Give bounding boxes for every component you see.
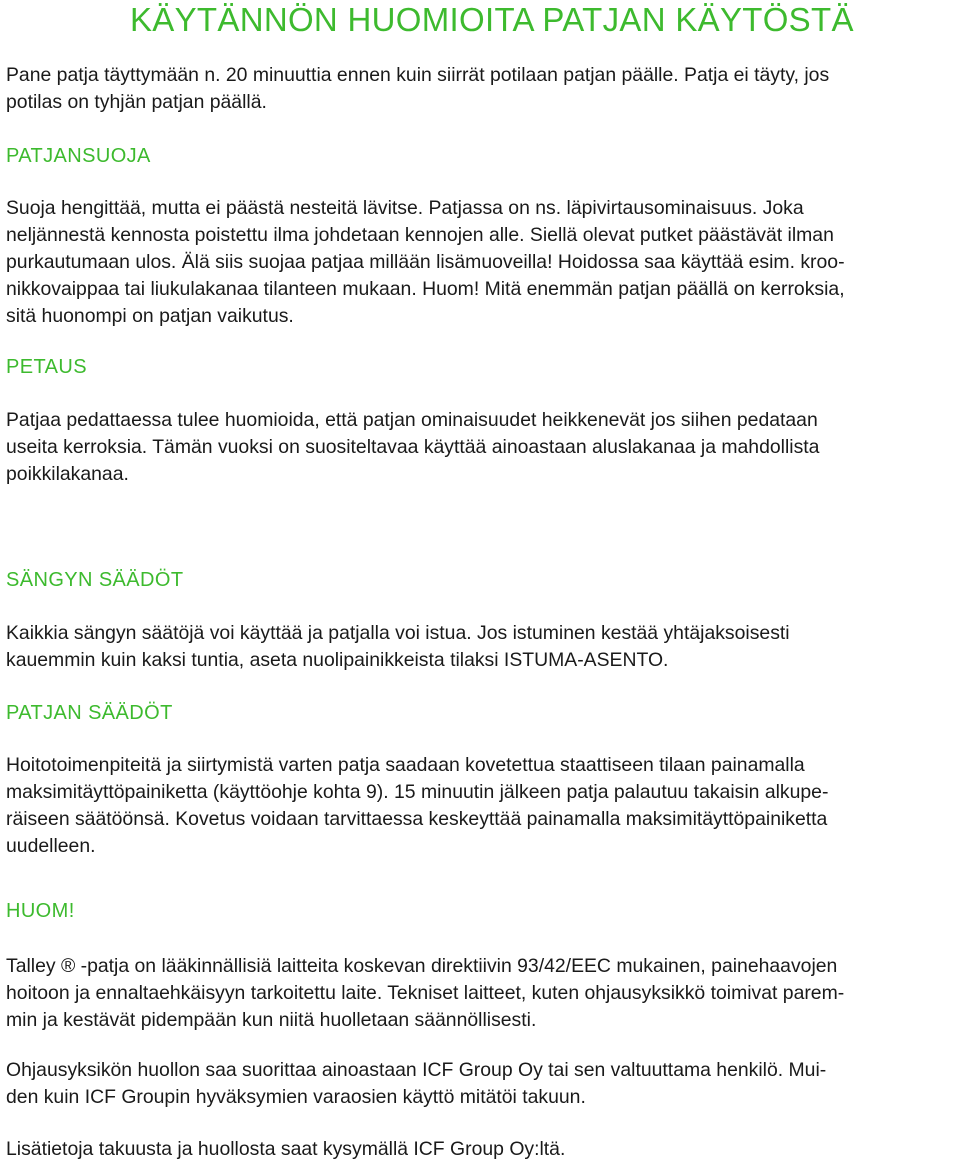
section-paragraph-sangyn-saadot bbox=[6, 620, 790, 674]
text-line: Pane patja täyttymään n. 20 minuuttia ennen kuin siirrät potilaan patjan päälle. Patja ei täyty, jos bbox=[6, 64, 830, 86]
text-line: Kaikkia sängyn säätöjä voi käyttää ja patjalla voi istua. Jos istuminen kestää yhtäjaksoisesti bbox=[6, 622, 790, 644]
text-line: Hoitotoimenpiteitä ja siirtymistä varten patja saadaan kovetettua staattiseen tilaan painamalla bbox=[6, 754, 805, 776]
text-line: hoitoon ja ennaltaehkäisyyn tarkoitettu laite. Tekniset laitteet, kuten ohjausyksikkö toimivat parem- bbox=[6, 982, 845, 1004]
section-paragraph-huom-2 bbox=[6, 1057, 826, 1111]
page-title: KÄYTÄNNÖN HUOMIOITA PATJAN KÄYTÖSTÄ bbox=[130, 1, 854, 38]
text-line: useita kerroksia. Tämän vuoksi on suositeltavaa käyttää ainoastaan aluslakanaa ja mahdollista bbox=[6, 436, 820, 458]
section-heading-patjan-saadot: PATJAN SÄÄDÖT bbox=[6, 702, 173, 724]
text-line: min ja kestävät pidempään kun niitä huolletaan säännöllisesti. bbox=[6, 1009, 537, 1031]
section-heading-petaus: PETAUS bbox=[6, 356, 87, 378]
text-line: Patjaa pedattaessa tulee huomioida, että patjan ominaisuudet heikkenevät jos siihen pedataan bbox=[6, 409, 818, 431]
text-line: den kuin ICF Groupin hyväksymien varaosien käyttö mitätöi takuun. bbox=[6, 1086, 586, 1108]
text-line: poikkilakanaa. bbox=[6, 463, 129, 485]
section-paragraph-huom-3 bbox=[6, 1136, 565, 1163]
section-paragraph-huom-1 bbox=[6, 953, 844, 1034]
section-heading-huom: HUOM! bbox=[6, 900, 75, 922]
text-line: Talley ® -patja on lääkinnällisiä laitteita koskevan direktiivin 93/42/EEC mukainen, painehaavojen bbox=[6, 955, 838, 977]
text-line: uudelleen. bbox=[6, 835, 96, 857]
text-line: kauemmin kuin kaksi tuntia, aseta nuolipainikkeista tilaksi ISTUMA-ASENTO. bbox=[6, 649, 669, 671]
text-line: Suoja hengittää, mutta ei päästä nesteitä lävitse. Patjassa on ns. läpivirtausominaisuus. Joka bbox=[6, 197, 804, 219]
text-line: maksimitäyttöpainiketta (käyttöohje kohta 9). 15 minuutin jälkeen patja palautuu takaisin alkupe- bbox=[6, 781, 829, 803]
text-line: Ohjausyksikön huollon saa suorittaa ainoastaan ICF Group Oy tai sen valtuuttama henkilö. Mui- bbox=[6, 1059, 827, 1081]
text-line: nikkovaippaa tai liukulakanaa tilanteen mukaan. Huom! Mitä enemmän patjan päällä on kerroksia, bbox=[6, 278, 845, 300]
section-heading-patjansuoja: PATJANSUOJA bbox=[6, 145, 151, 167]
text-line: neljännestä kennosta poistettu ilma johdetaan kennojen alle. Siellä olevat putket päästävät ilman bbox=[6, 224, 834, 246]
section-paragraph-petaus bbox=[6, 407, 819, 488]
section-paragraph-patjansuoja bbox=[6, 195, 845, 330]
text-line: räiseen säätöönsä. Kovetus voidaan tarvittaessa keskeyttää painamalla maksimitäyttöpainiketta bbox=[6, 808, 828, 830]
text-line: potilas on tyhjän patjan päällä. bbox=[6, 91, 267, 113]
text-line: Lisätietoja takuusta ja huollosta saat kysymällä ICF Group Oy:ltä. bbox=[6, 1138, 566, 1160]
text-line: purkautumaan ulos. Älä siis suojaa patjaa millään lisämuoveilla! Hoidossa saa käyttää esim. kroo- bbox=[6, 251, 845, 273]
section-heading-sangyn-saadot: SÄNGYN SÄÄDÖT bbox=[6, 569, 184, 591]
section-paragraph-patjan-saadot bbox=[6, 752, 828, 860]
intro-paragraph bbox=[6, 62, 829, 116]
text-line: sitä huonompi on patjan vaikutus. bbox=[6, 305, 294, 327]
